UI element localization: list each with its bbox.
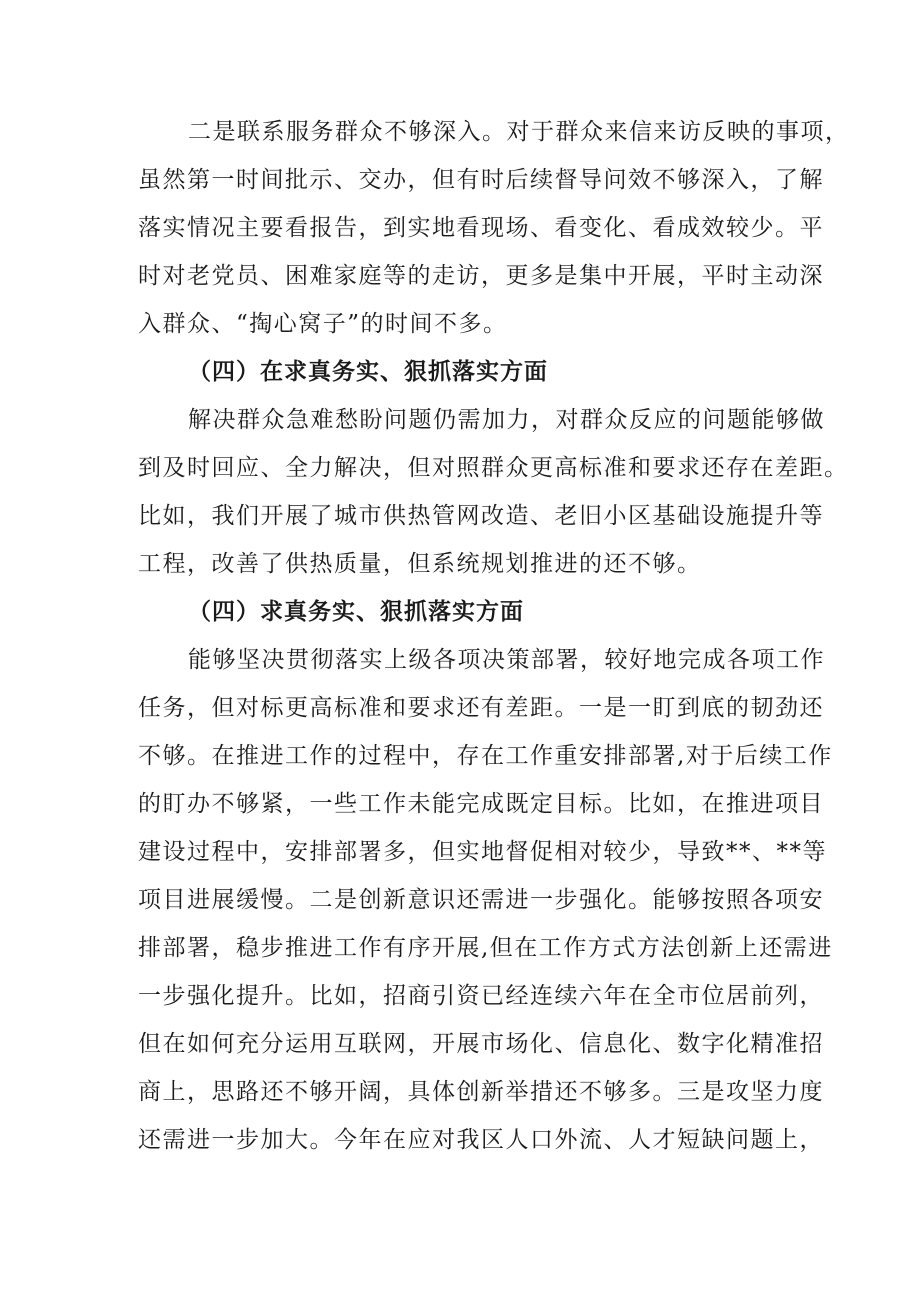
paragraph-3-line-4: 的盯办不够紧，一些工作未能完成既定目标。比如，在推进项目 [138,791,824,817]
paragraph-1-line-1: 二是联系服务群众不够深入。对于群众来信来访反映的事项， [188,119,850,145]
paragraph-2-line-4: 工程，改善了供热质量，但系统规划推进的还不够。 [138,551,702,577]
paragraph-3-line-10: 商上，思路还不够开阔，具体创新举措还不够多。三是攻坚力度 [138,1079,824,1105]
paragraph-2-line-3: 比如，我们开展了城市供热管网改造、老旧小区基础设施提升等 [138,503,824,529]
paragraph-2-line-1: 解决群众急难愁盼问题仍需加力，对群众反应的问题能够做 [188,407,825,433]
paragraph-3-line-5: 建设过程中，安排部署多，但实地督促相对较少，导致**、**等 [138,839,827,865]
paragraph-3-line-2: 任务，但对标更高标准和要求还有差距。一是一盯到底的韧劲还 [138,695,824,721]
paragraph-3-line-3: 不够。在推进工作的过程中，存在工作重安排部署,对于后续工作 [138,743,833,769]
paragraph-3-line-1: 能够坚决贯彻落实上级各项决策部署，较好地完成各项工作 [188,647,825,673]
section-heading-2: （四）求真务实、狠抓落实方面 [188,599,524,625]
paragraph-3-line-9: 但在如何充分运用互联网，开展市场化、信息化、数字化精准招 [138,1031,824,1057]
paragraph-1-line-4: 时对老党员、困难家庭等的走访，更多是集中开展，平时主动深 [138,263,824,289]
paragraph-1-line-3: 落实情况主要看报告，到实地看现场、看变化、看成效较少。平 [138,215,824,241]
section-heading-1: （四）在求真务实、狠抓落实方面 [188,359,548,385]
paragraph-2-line-2: 到及时回应、全力解决，但对照群众更高标准和要求还存在差距。 [138,455,849,481]
paragraph-3-line-8: 一步强化提升。比如，招商引资已经连续六年在全市位居前列， [138,983,824,1009]
paragraph-3-line-11: 还需进一步加大。今年在应对我区人口外流、人才短缺问题上， [138,1127,824,1153]
paragraph-1-line-5: 入群众、“掏心窝子”的时间不多。 [138,311,508,337]
paragraph-1-line-2: 虽然第一时间批示、交办，但有时后续督导问效不够深入，了解 [138,167,824,193]
paragraph-3-line-6: 项目进展缓慢。二是创新意识还需进一步强化。能够按照各项安 [138,887,824,913]
paragraph-3-line-7: 排部署，稳步推进工作有序开展,但在工作方式方法创新上还需进 [138,935,833,961]
